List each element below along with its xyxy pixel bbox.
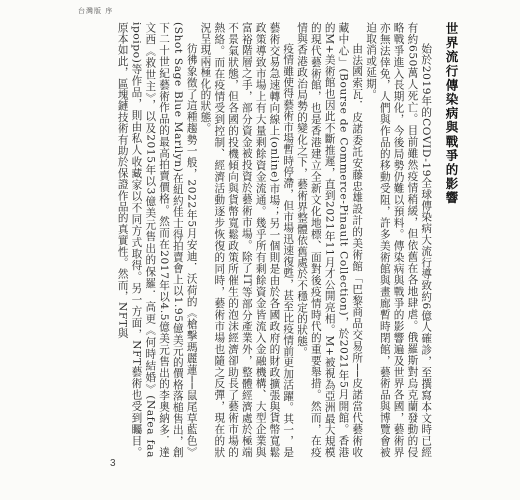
paragraph-4: 彷彿象徵了這種趨勢一般，2022年5月安迪．沃荷的《槍擊瑪麗蓮──鼠尾草藍色》(Shot Sage Blue Marilyn)在紐約佳士得拍賣會上以1.95億美元的價格落槌售出，創下二十世紀藝術作品的最高拍賣價格。然而在2017年以4.5億美元售出的李奧納多．達文西《救世主》，以及2015年以3億美元售出的保羅．高更《何時結婚》(Nafea faa ipoipo)等作品，則由私人收藏家以不同方式取得。另一方面，NFT藝術也受到矚目。原本如此，區塊鏈技術有助於保證作品的真實性。然而，NFT與	[116, 22, 198, 458]
article-body	[116, 22, 459, 458]
paragraph-1: 始於2019年的COVID-19全球傳染病大流行導致約6億人確診，至撰寫本文時已經有約650萬人死亡。目前雖然疫情稍緩，但依舊在各地肆虐。俄羅斯對烏克蘭發動的侵略戰爭進入長期化，今後局勢仍難以預料。傳染病與戰爭的影響遍及世界各國，藝術界亦無法倖免，人們與作品的移動受阻，許多美術館與畫廊暫時閉館，藝術品與博覽會被迫取消或延期。	[365, 22, 433, 458]
page-number: 3	[110, 458, 116, 469]
paragraph-2: 由法國索瓦．皮諾委託安藤忠雄設計的美術館「巴黎商品交易所──皮諾當代藝術收藏中心」(Bourse de Commerce-Pinault Collection)，於2021年5月開館。香港的M+美術館也因此不斷推遲，直到2021年11月才公開亮相。M+被視為亞洲最大規模的現代藝術館，也是香港建立全新文化地標、面對後疫情時代的重要舉措。然而，在疫情與香港政治局勢的變化之下，藝術界整體依舊處於不穩定的狀態。	[296, 22, 364, 458]
section-title: 世界流行傳染病與戰爭的影響	[444, 22, 459, 206]
paragraph-3: 疫情雖使得藝術市場暫時停滯，但市場迅速復甦，甚至比疫情前更加活躍。其一，是藝術交易急速轉向線上(online)市場；另一個則是由於各國政府的財政擴張與貨幣寬鬆政策導致市場上有大量剩餘資金流通。幾乎所有剩餘資金皆流入金融機構、大型企業與富裕階層之手，部分資金被投資於藝術市場。除了IT等部分產業外，整體經濟處於極端不景氣狀態，但各國的投機傾向與貨幣寬鬆政策所催生的泡沫經濟卻助長了藝術市場的熱絡。而在疫情受到控制、經濟活動逐步恢復的同時，藝術市場也隨之反彈，現在的狀況呈現兩極化的狀態。	[199, 22, 295, 458]
running-header: 台灣版 序	[78, 7, 114, 15]
